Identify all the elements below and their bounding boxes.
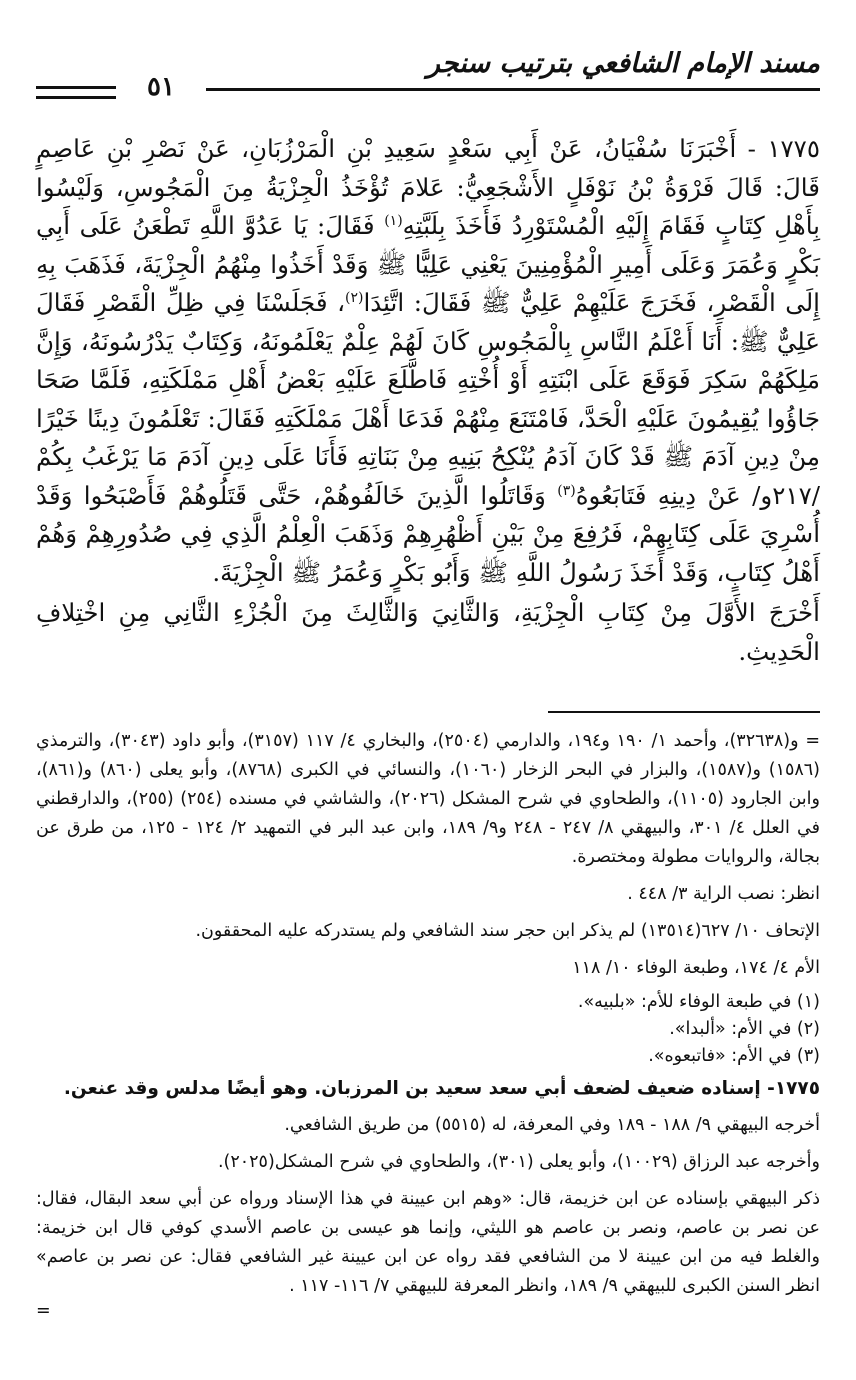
takhrij-continuation: = و(٣٢٦٣٨)، وأحمد ١/ ١٩٠ و١٩٤، والدارمي (٢٥٠٤)، والبخاري ٤/ ١١٧ (٣١٥٧)، وأبو داود (٣٠٤٣)، والترمذي (١٥٨٦) و(١٥٨٧)، والبزار في البحر الزخار (١٠٦٠)، والنسائي في الكبرى (٨٧٦٨)، وأبو يعلى (٨٦٠) و(٨٦١)، وابن الجارود (١١٠٥)، والطحاوي في شرح المشكل (٢٠٢٦)، والشاشي في مسنده (٢٥٤) (٢٥٥)، والدارقطني في العلل ٤/ ٣٠١، والبيهقي ٨/ ٢٤٧ - ٢٤٨ و٩/ ١٨٩، وابن عبد البر في التمهيد ٢/ ١٢٤ - ١٢٥، من طرق عن بجالة، والروايات مطولة ومختصرة. (36, 731, 820, 867)
footnote-3: (٣) في الأم: «فاتبعوه». (648, 1046, 820, 1066)
footnote-ref-3: (٣) (557, 482, 576, 499)
see-reference: انظر: نصب الراية ٣/ ٤٤٨ . (627, 884, 820, 904)
page (36, 40, 820, 1360)
hadith-conclusion: أَخْرَجَ الأَوَّلَ مِنْ كِتَابِ الْجِزْيَةِ، وَالثَّانِيَ وَالثَّالِثَ مِنَ الْجُزْءِ الثَّانِي مِنِ اخْتِلافِ الْحَدِيثِ. (36, 598, 820, 666)
footnote-1: (١) في طبعة الوفاء للأم: «بلبيه». (577, 992, 820, 1012)
footnote-list (36, 989, 820, 1070)
footnote-separator (548, 711, 820, 713)
hadith-text-block (36, 130, 820, 671)
page-number: ٥١ (147, 72, 175, 102)
header-rule (206, 88, 820, 91)
takhrij-abdurrazzaq: وأخرجه عبد الرزاق (١٠٠٢٩)، وأبو يعلى (٣٠١)، والطحاوي في شرح المشكل(٢٠٢٥). (217, 1152, 820, 1172)
footnote-ref-1: (١) (384, 212, 403, 229)
takhrij-bayhaqi: أخرجه البيهقي ٩/ ١٨٨ - ١٨٩ وفي المعرفة، له (٥٥١٥) من طريق الشافعي. (284, 1115, 820, 1135)
umm-reference: الأم ٤/ ١٧٤، وطبعة الوفاء ١٠/ ١١٨ (572, 958, 820, 978)
notes-block (36, 727, 820, 1326)
footnote-2: (٢) في الأم: «ألبدا». (669, 1019, 820, 1039)
page-header (36, 40, 820, 104)
header-double-rule (36, 86, 116, 99)
hadith-text-part-2: فَقَالَ: يَا عَدُوَّ اللَّهِ تَطْعَنُ عَلَى أَبِي بَكْرٍ وَعُمَرَ وَعَلَى أَمِيرِ الْمُؤْمِنِينَ يَعْنِي عَلِيًّا ﷺ وَقَدْ أَخَذُوا مِنْهُمُ الْجِزْيَةَ، فَذَهَبَ بِهِ إِلَى الْقَصْرِ، فَخَرَجَ عَلَيْهِمْ عَلِيٌّ ﷺ فَقَالَ: اتَّئِدَا (36, 211, 820, 317)
continuation-mark: = (36, 1301, 51, 1321)
ithaf-reference: الإتحاف ١٠/ ٦٢٧(١٣٥١٤) لم يذكر ابن حجر سند الشافعي ولم يستدركه عليه المحققون. (195, 921, 820, 941)
hadith-paragraph (36, 130, 820, 592)
footnote-ref-2: (٢) (345, 289, 364, 306)
hadith-text-part-3: ، فَجَلَسْنَا فِي ظِلِّ الْقَصْرِ فَقَالَ عَلِيٌّ ﷺ: أَنَا أَعْلَمُ النَّاسِ بِالْمَجُوسِ كَانَ لَهُمْ عِلْمٌ يَعْلَمُونَهُ، وَكِتَابٌ يَدْرُسُونَهُ، وَإِنَّ مَلِكَهُمْ سَكِرَ فَوَقَعَ عَلَى ابْنَتِهِ أَوْ أُخْتِهِ فَاطَّلَعَ عَلَيْهِ بَعْضُ أَهْلِ مَمْلَكَتِهِ، فَلَمَّا صَحَا جَاؤُوا يُقِيمُونَ عَلَيْهِ الْحَدَّ، فَامْتَنَعَ مِنْهُمْ فَدَعَا أَهْلَ مَمْلَكَتِهِ فَقَالَ: تَعْلَمُونَ دِينًا خَيْرًا مِنْ دِينِ آدَمَ ﷺ قَدْ كَانَ آدَمُ يُنْكِحُ بَنِيهِ مِنْ بَنَاتِهِ فَأَنَا عَلَى دِينِ آدَمَ مَا يَرْغَبُ بِكُمْ /٢١٧و/ عَنْ دِينِهِ فَتَابَعُوهُ (36, 288, 820, 510)
hadith-text-part-4: وَقَاتَلُوا الَّذِينَ خَالَفُوهُمْ، حَتَّى قَتَلُوهُمْ فَأَصْبَحُوا وَقَدْ أُسْرِيَ عَلَى كِتَابِهِمْ، فَرُفِعَ مِنْ بَيْنِ أَظْهُرِهِمْ وَذَهَبَ الْعِلْمُ الَّذِي فِي صُدُورِهِمْ وَهُمْ أَهْلُ كِتَابٍ، وَقَدْ أَخَذَ رَسُولُ اللَّهِ ﷺ وَأَبُو بَكْرٍ وَعُمَرُ ﷺ الْجِزْيَةَ. (36, 480, 820, 587)
bayhaqi-commentary: ذكر البيهقي بإسناده عن ابن خزيمة، قال: «وهم ابن عيينة في هذا الإسناد ورواه عن أبي سعد البقال، فقال: عن نصر بن عاصم، ونصر بن عاصم هو الليثي، وإنما هو عيسى بن عاصم الأسدي كوفي قال ابن خزيمة: والغلط فيه من ابن عيينة لا من الشافعي فقد رواه عن ابن عيينة غير الشافعي فقال: عن نصر بن عاصم» انظر السنن الكبرى للبيهقي ٩/ ١٨٩، وانظر المعرفة للبيهقي ٧/ ١١٦- ١١٧ . (36, 1189, 820, 1296)
hadith-text-part-1: ١٧٧٥ - أَخْبَرَنَا سُفْيَانُ، عَنْ أَبِي سَعْدٍ سَعِيدِ بْنِ الْمَرْزُبَانِ، عَنْ نَصْرِ بْنِ عَاصِمٍ قَالَ: قَالَ فَرْوَةُ بْنُ نَوْفَلٍ الأَشْجَعِيُّ: عَلامَ تُؤْخَذُ الْجِزْيَةُ مِنَ الْمَجُوسِ، وَلَيْسُوا بِأَهْلِ كِتَابٍ فَقَامَ إِلَيْهِ الْمُسْتَوْرِدُ فَأَخَذَ بِلَبَّتِهِ (36, 134, 820, 240)
book-title: مسند الإمام الشافعي بترتيب سنجر (426, 48, 820, 79)
isnad-judgment: ١٧٧٥- إسناده ضعيف لضعف أبي سعد سعيد بن المرزبان. وهو أيضًا مدلس وقد عنعن. (63, 1078, 820, 1099)
